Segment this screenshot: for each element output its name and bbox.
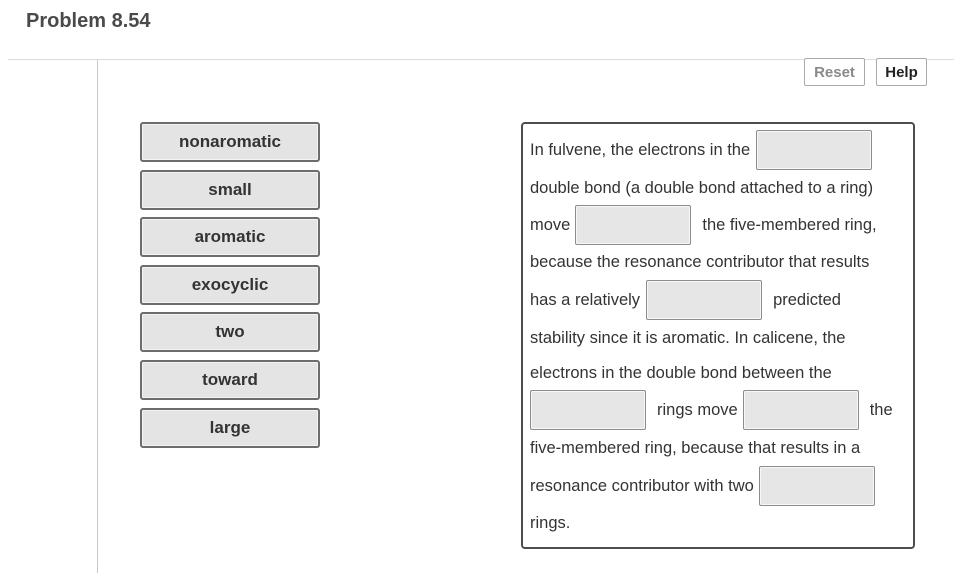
passage-line [530, 467, 907, 505]
drop-target-6[interactable] [759, 466, 875, 506]
drop-target-5[interactable] [743, 390, 859, 430]
passage-text: move [530, 215, 571, 234]
drop-target-4[interactable] [530, 390, 646, 430]
page-title: Problem 8.54 [26, 10, 151, 32]
answer-tile-toward[interactable]: toward [140, 360, 320, 400]
answer-tile-bank [140, 122, 320, 455]
passage-line [530, 169, 907, 207]
passage-line [530, 429, 907, 467]
passage-text: predicted [773, 290, 841, 309]
passage-text: the [869, 400, 893, 419]
passage-text: resonance contributor with two [530, 476, 754, 495]
drop-target-2[interactable] [575, 205, 691, 245]
answer-tile-nonaromatic[interactable]: nonaromatic [140, 122, 320, 162]
passage-text: double bond (a double bond attached to a ring) [530, 178, 874, 197]
passage-line [530, 504, 907, 542]
passage-line [530, 391, 907, 429]
answer-tile-large[interactable]: large [140, 408, 320, 448]
answer-tile-aromatic[interactable]: aromatic [140, 217, 320, 257]
fill-in-passage [521, 122, 915, 549]
left-margin-divider [97, 60, 98, 573]
passage-line [530, 281, 907, 319]
passage-line [530, 319, 907, 357]
help-button[interactable]: Help [876, 58, 927, 86]
passage-text: electrons in the double bond between the [530, 363, 832, 382]
passage-line [530, 354, 907, 392]
answer-tile-small[interactable]: small [140, 170, 320, 210]
passage-text: stability since it is aromatic. In calicene, the [530, 328, 846, 347]
passage-text: because the resonance contributor that results [530, 252, 870, 271]
reset-button[interactable]: Reset [804, 58, 865, 86]
passage-text: the five-membered ring, [702, 215, 877, 234]
passage-text: In fulvene, the electrons in the [530, 140, 751, 159]
passage-text: rings move [657, 400, 738, 419]
passage-text: five-membered ring, because that results in a [530, 438, 861, 457]
answer-tile-exocyclic[interactable]: exocyclic [140, 265, 320, 305]
passage-line [530, 243, 907, 281]
passage-text: rings. [530, 513, 571, 532]
passage-text: has a relatively [530, 290, 641, 309]
passage-line [530, 206, 907, 244]
answer-tile-two[interactable]: two [140, 312, 320, 352]
drop-target-1[interactable] [756, 130, 872, 170]
passage-line [530, 131, 907, 169]
drop-target-3[interactable] [646, 280, 762, 320]
